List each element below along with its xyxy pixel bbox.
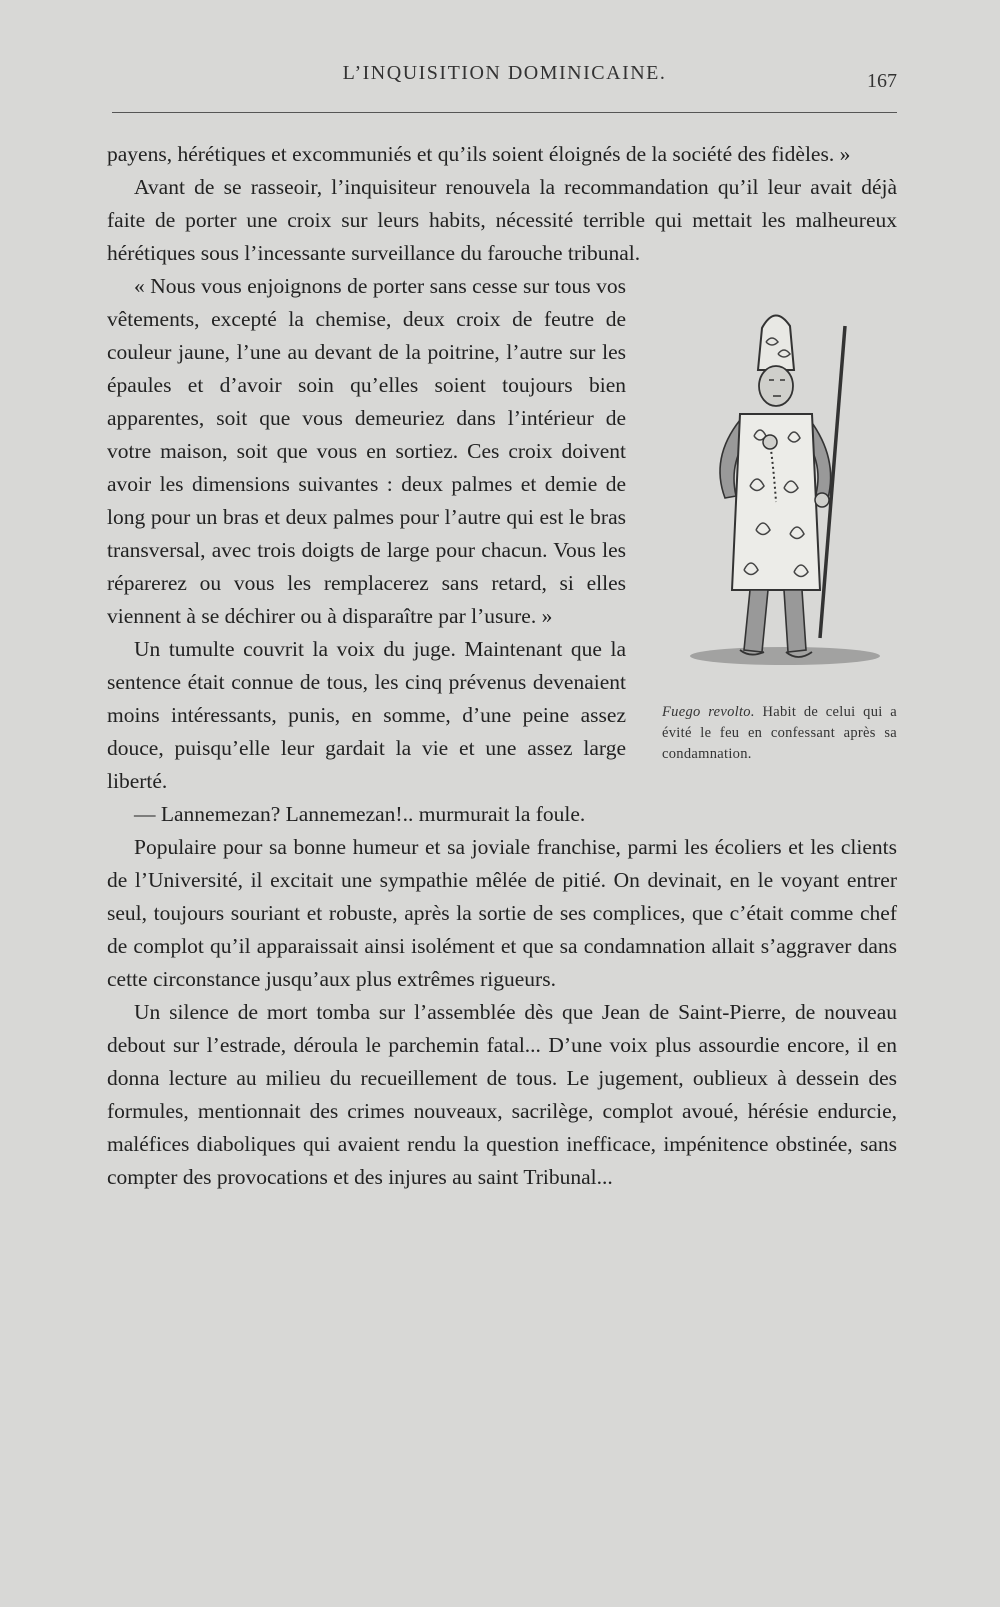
body-text (107, 138, 897, 1194)
paragraph: Avant de se rasseoir, l’inquisiteur renouvela la recommandation qu’il leur avait déjà faite de porter une croix sur leurs habits, nécessité terrible qui mettait les malheureux hérétiques sous l’incessante surveillance du farouche tribunal. (107, 175, 897, 265)
paragraph: Un tumulte couvrit la voix du juge. Maintenant que la sentence était connue de tous, les cinq prévenus devenaient moins intéressants, punis, en somme, d’une peine assez douce, puisqu’elle leur gardait la vie et une assez large liberté. (107, 637, 626, 793)
running-header (112, 62, 897, 92)
paragraph: « Nous vous enjoignons de porter sans cesse sur tous vos vêtements, excepté la chemise, deux croix de feutre de couleur jaune, l’une au devant de la poitrine, l’autre sur les épaules et d’avoir soin qu’elles soient toujours bien apparentes, soit que vous demeuriez dans l’intérieur de votre maison, soit que vous en sortiez. Ces croix doivent avoir les dimensions suivantes : deux palmes et demie de long pour un bras et deux palmes pour l’autre qui est le bras transversal, avec trois doigts de large pour chacun. Vous les réparerez ou vous les remplacerez sans retard, si elles viennent à se déchirer ou à disparaître par l’usure. » (107, 274, 626, 628)
paragraph: Un silence de mort tomba sur l’assemblée dès que Jean de Saint-Pierre, de nouveau debout sur l’estrade, déroula le parchemin fatal... D’une voix plus assourdie encore, il en donna lecture au milieu du recueillement de tous. Le jugement, oublieux à dessein des formules, mentionnait des crimes nouveaux, sacrilège, complot avoué, hérésie endurcie, maléfices diaboliques qui avaient rendu la question inefficace, impénitence obstinée, sans compter des provocations et des injures au saint Tribunal... (107, 1000, 897, 1189)
paragraph: — Lannemezan? Lannemezan!.. murmurait la foule. (134, 802, 586, 826)
figure-caption (662, 702, 897, 765)
caption-title: Fuego revolto. (662, 704, 755, 720)
illustration-figure (662, 270, 897, 765)
paragraph: payens, hérétiques et excommuniés et qu’ils soient éloignés de la société des fidèles. » (107, 142, 851, 166)
paragraph: Populaire pour sa bonne humeur et sa joviale franchise, parmi les écoliers et les clients de l’Université, il excitait une sympathie mêlée de pitié. On devinait, en le voyant entrer seul, toujours souriant et robuste, après la sortie de ses complices, que c’était comme chef de complot qu’il apparaissait ainsi isolément et que sa condamnation allait s’aggraver dans cette circonstance jusqu’aux plus extrêmes rigueurs. (107, 835, 897, 991)
running-title: L’INQUISITION DOMINICAINE. (342, 62, 667, 84)
penitent-figure-illustration (670, 308, 890, 688)
header-rule (112, 112, 897, 113)
page-number: 167 (867, 70, 897, 92)
caption-text: Habit de celui qui a évité le feu en confessant après sa condamnation. (662, 704, 897, 762)
